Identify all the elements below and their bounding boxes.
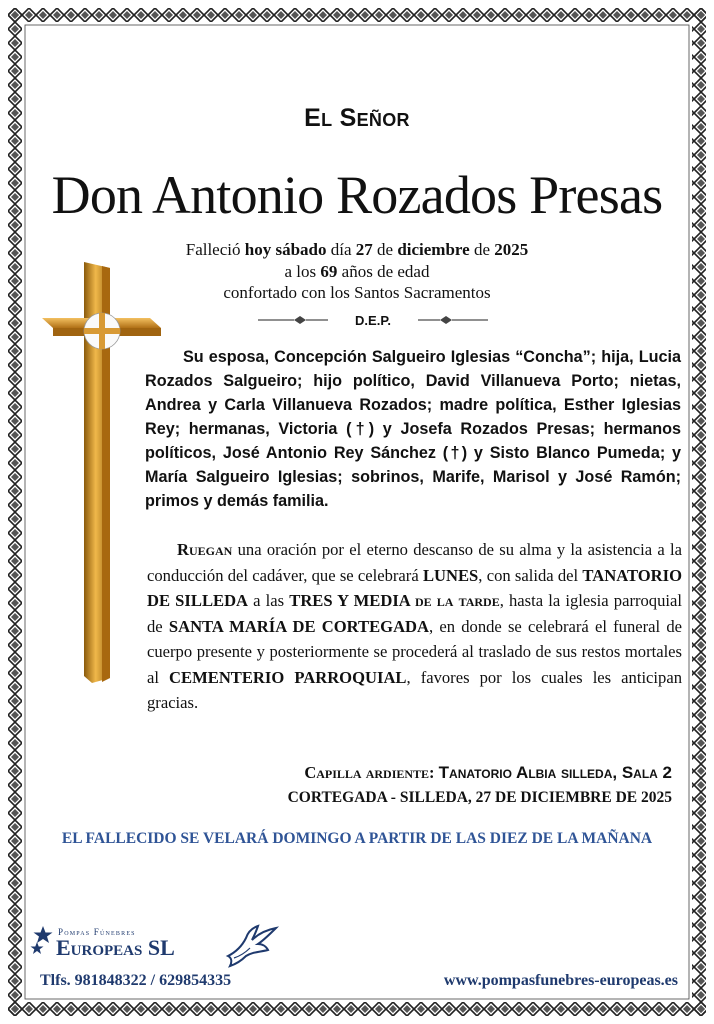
contact-phones: Tlfs. 981848322 / 629854335 [40,972,232,989]
sacraments-line: confortado con los Santos Sacramentos [223,283,491,302]
logo-subtitle: Pompas Fúnebres [58,927,136,937]
dep-label: D.E.P. [355,313,391,328]
honorific-title: El Señor [304,104,410,132]
wake-notice: EL FALLECIDO SE VELARÁ DOMINGO A PARTIR DE LAS DIEZ DE LA MAÑANA [61,830,653,847]
star-icon [28,924,58,960]
place-date: CORTEGADA - SILLEDA, 27 DE DICIEMBRE DE 2025 [287,789,672,806]
age-line: a los 69 años de edad [284,262,430,281]
family-list: Su esposa, Concepción Salgueiro Iglesias “Concha”; hija, Lucia Rozados Salgueiro; hijo político, David Villanueva Porto; nietas, Andrea y Carla Villanueva Rozados; madre política, Esther Iglesias Rey; hermanas, Victoria (†) y Josefa Rozados Presas; hermanos políticos, José Antonio Rey Sánchez (†) y Sisto Blanco Pumeda; y María Salgueiro Iglesias; sobrinos, Marife, Marisol y José Ramón; primos y demás familia. [145,348,681,510]
death-date-line: Falleció hoy sábado día 27 de diciembre de 2025 [185,240,529,259]
chapel-info: Capilla ardiente: Tanatorio Albia silleda, Sala 2 [304,763,672,782]
funeral-request: Ruegan una oración por el eterno descanso de su alma y la asistencia a la conducción del cadáver, que se celebrará LUNES, con salida del TANATORIO DE SILLEDA a las TRES Y MEDIA de la tarde, hasta la iglesia parroquial de SANTA MARÍA DE CORTEGADA, en donde se celebrará el funeral de cuerpo presente y posteriormente se procederá al traslado de sus restos mortales al CEMENTERIO PARROQUIAL, favores por los cuales les anticipan gracias. [147,540,682,712]
dove-icon [222,922,282,968]
deceased-name: Don Antonio Rozados Presas [51,165,663,225]
website-link[interactable]: www.pompasfunebres-europeas.es [443,972,678,989]
logo-brand: Europeas SL [56,935,175,960]
